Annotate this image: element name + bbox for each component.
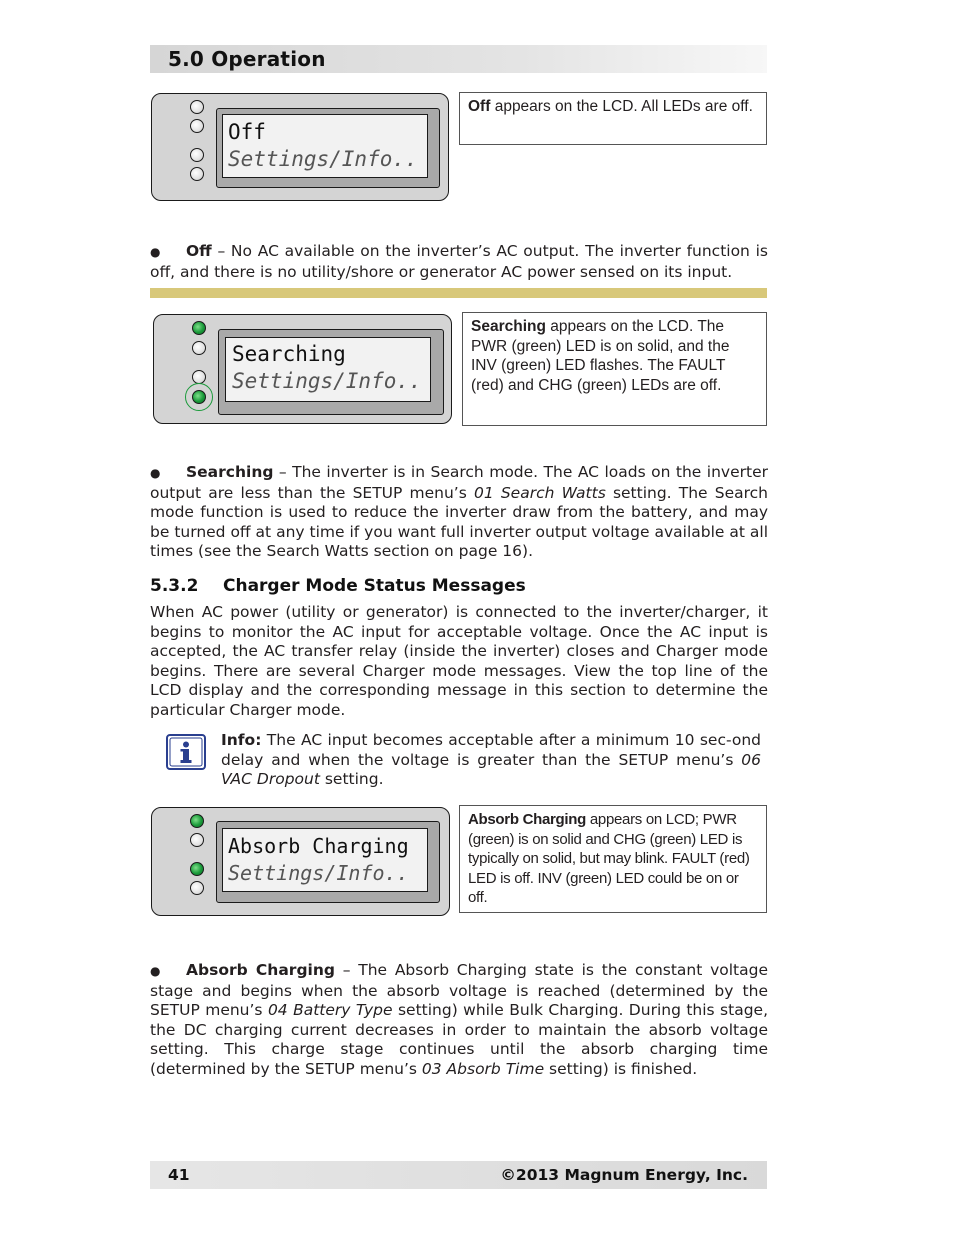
bullet-searching-text-cont: setting. The Search mode function is used to reduce the inverter draw from the battery, and may be turned off at any time if you want full inverter output voltage available at all times (see the Search Watts section on page 16). bbox=[150, 483, 768, 561]
bullet-searching-keyword: Searching bbox=[186, 463, 274, 481]
info-note-text bbox=[221, 731, 761, 790]
bullet-off-keyword: Off bbox=[186, 242, 212, 260]
bullet-dot: ● bbox=[150, 466, 161, 480]
bullet-absorb-text-cont: setting) while Bulk Charging. During this stage, the DC charging current decreases in order to maintain the absorb voltage setting. This charge stage continues until the absorb charging time (determined by the SETUP menu’s bbox=[150, 1001, 768, 1078]
info-text-cont: setting. bbox=[319, 770, 384, 789]
led-pwr-off bbox=[190, 100, 204, 114]
setting-name: 01 Search Watts bbox=[473, 483, 606, 502]
bullet-dot: ● bbox=[150, 964, 161, 978]
led-inv-absorb bbox=[190, 833, 204, 847]
callout-off-keyword: Off bbox=[468, 98, 491, 115]
led-pwr-absorb bbox=[190, 814, 204, 828]
led-inv-off bbox=[190, 119, 204, 133]
led-fault-absorb bbox=[190, 881, 204, 895]
led-fault-off bbox=[190, 167, 204, 181]
callout-searching-text: appears on the LCD. The PWR (green) LED is on solid, and the INV (green) LED flashes. The FAULT (red) and CHG (green) LEDs are off. bbox=[471, 318, 730, 394]
copyright: ©2013 Magnum Energy, Inc. bbox=[500, 1166, 748, 1184]
callout-absorb-keyword: Absorb Charging bbox=[468, 811, 586, 828]
bullet-dot: ● bbox=[150, 245, 161, 259]
lcd-line2-off: Settings/Info.. bbox=[228, 147, 418, 171]
section-title: 5.0 Operation bbox=[168, 47, 326, 71]
lcd-line1-absorb: Absorb Charging bbox=[228, 834, 409, 858]
bullet-absorb-text-end: setting) is finished. bbox=[544, 1059, 698, 1078]
bullet-searching bbox=[150, 463, 768, 562]
setting-name: 04 Battery Type bbox=[267, 1001, 393, 1020]
led-chg-off bbox=[190, 148, 204, 162]
subsection-number: 5.3.2 bbox=[150, 576, 199, 596]
bullet-absorb bbox=[150, 961, 768, 1080]
led-flashing-searching bbox=[192, 390, 206, 404]
subsection-title: Charger Mode Status Messages bbox=[223, 576, 526, 596]
info-label: Info: bbox=[221, 731, 262, 749]
led-pwr-searching bbox=[192, 321, 206, 335]
lcd-line1-searching: Searching bbox=[232, 342, 346, 366]
info-text: The AC input becomes acceptable after a minimum 10 sec-ond delay and when the voltage is greater than the SETUP menu’s bbox=[221, 731, 761, 769]
led-inv-searching bbox=[192, 341, 206, 355]
led-chg-searching bbox=[192, 370, 206, 384]
setting-name: 03 Absorb Time bbox=[421, 1059, 545, 1078]
bullet-off bbox=[150, 242, 768, 282]
lcd-line2-searching: Settings/Info.. bbox=[232, 369, 422, 393]
bullet-off-text: – No AC available on the inverter’s AC output. The inverter function is off, and there is no utility/shore or generator AC power sensed on its input. bbox=[150, 242, 768, 281]
bullet-absorb-keyword: Absorb Charging bbox=[186, 961, 335, 979]
page-number: 41 bbox=[168, 1166, 190, 1184]
setting-name: 06 VAC Dropout bbox=[221, 750, 761, 789]
callout-absorb bbox=[459, 805, 767, 913]
lcd-line1-off: Off bbox=[228, 120, 266, 144]
lcd-line2-absorb: Settings/Info.. bbox=[228, 861, 409, 885]
bullet-absorb-text: – The Absorb Charging state is the constant voltage stage and begins when the absorb voltage is reached (determined by the SETUP menu’s bbox=[150, 961, 768, 1020]
callout-off-text: appears on the LCD. All LEDs are off. bbox=[490, 98, 753, 115]
callout-absorb-text: appears on LCD; PWR (green) is on solid and CHG (green) LED is typically on solid, but may blink. FAULT (red) LED is off. INV (green) LED could be on or off. bbox=[468, 811, 750, 906]
led-chg-absorb bbox=[190, 862, 204, 876]
subsection-heading bbox=[150, 576, 526, 596]
bullet-searching-text: – The inverter is in Search mode. The AC loads on the inverter output are less than the SETUP menu’s bbox=[150, 463, 768, 502]
info-icon bbox=[166, 734, 206, 770]
callout-off bbox=[459, 92, 767, 145]
callout-searching-keyword: Searching bbox=[471, 318, 546, 335]
section-divider bbox=[150, 288, 767, 298]
charger-intro-paragraph: When AC power (utility or generator) is connected to the inverter/charger, it begins to monitor the AC input for acceptable voltage. Once the AC input is accepted, the AC transfer relay (inside the inverter) closes and Charger mode begins. There are several Charger mode messages. View the top line of the LCD display and the corresponding message in this section to determine the particular Charger mode. bbox=[150, 603, 768, 719]
callout-searching bbox=[462, 312, 767, 426]
